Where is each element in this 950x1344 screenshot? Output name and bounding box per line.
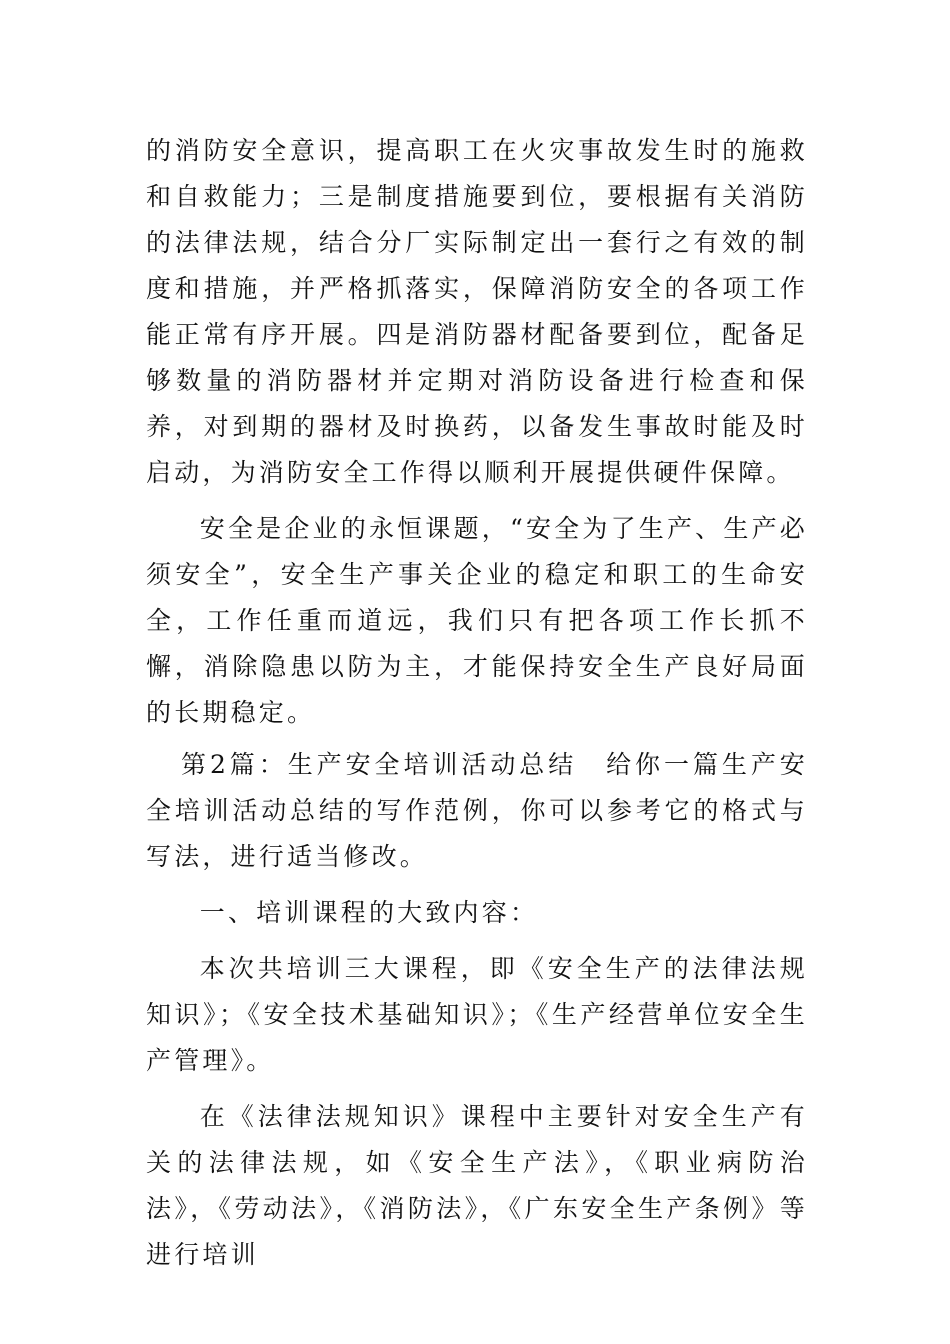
paragraph-law-course: 在《法律法规知识》课程中主要针对安全生产有关的法律法规，如《安全生产法》，《职业病防治法》，《劳动法》，《消防法》，《广东安全生产条例》等进行培训 [146,1102,808,1269]
paragraph-safety-conclusion: 安全是企业的永恒课题，“安全为了生产、生产必须安全”，安全生产事关企业的稳定和职工的生命安全，工作任重而道远，我们只有把各项工作长抓不懈，消除隐患以防为主，才能保持安全生产良好局面的长期稳定。 [146,514,808,727]
paragraph-article-2-intro: 第2篇：生产安全培训活动总结 给你一篇生产安全培训活动总结的写作范例，你可以参考它的格式与写法，进行适当修改。 [146,750,808,871]
document-body [146,128,808,1278]
section-heading-course-content: 一、培训课程的大致内容： [199,898,539,927]
paragraph-fire-safety-measures: 的消防安全意识，提高职工在火灾事故发生时的施救和自救能力；三是制度措施要到位，要根据有关消防的法律法规，结合分厂实际制定出一套行之有效的制度和措施，并严格抓落实，保障消防安全的各项工作能正常有序开展。四是消防器材配备要到位，配备足够数量的消防器材并定期对消防设备进行检查和保养，对到期的器材及时换药，以备发生事故时能及时启动，为消防安全工作得以顺利开展提供硬件保障。 [146,136,808,487]
paragraph-three-courses: 本次共培训三大课程，即《安全生产的法律法规知识》；《安全技术基础知识》；《生产经营单位安全生产管理》。 [146,954,808,1075]
